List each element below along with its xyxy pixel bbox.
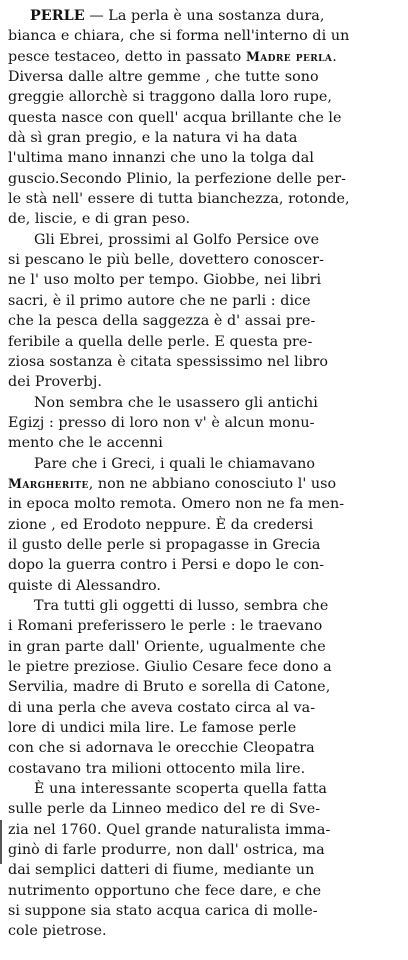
entry-title: PERLE [30,8,85,24]
text-line: ne l' uso molto per tempo. Giobbe, nei libri [8,272,322,289]
text-line: dei Proverbj. [8,374,102,391]
text-line: feribile a quella delle perle. E questa pre- [8,333,313,350]
text-line: Servilia, madre di Bruto e sorella di Catone, [8,679,331,696]
text-line: in epoca molto remota. Omero non ne fa men- [8,496,345,513]
text-line: che la pesca della saggezza è d' assai pre- [8,313,316,330]
paragraph-romani [8,596,402,779]
text-line: È una interessante scoperta quella fatta [34,781,327,798]
text-line: mento che le accenni [8,435,163,452]
text-line: le stà nell' essere di tutta bianchezza, rotonde, [8,191,350,208]
text-line: questa nasce con quell' acqua brillante che le [8,109,342,126]
text-line: nutrimento opportuno che fece dare, e che [8,882,322,899]
term-margherite: Margherite [8,475,89,491]
text-line: ginò di farle produrre, non dall' ostrica, ma [8,842,325,859]
text-line: con che si adornava le orecchie Cleopatra [8,740,315,757]
paragraph-greci [8,454,402,596]
text-line: quiste di Alessandro. [8,577,161,594]
text-line: sulle perle da Linneo medico del re di Sve- [8,801,321,818]
text-line: si suppone sia stato acqua carica di molle- [8,903,318,920]
text-line: cole pietrose. [8,923,107,940]
text-line: costavano tra milioni ottocento mila lire. [8,760,306,777]
paragraph-ebrei [8,230,402,393]
text-line: zione , ed Erodoto neppure. È da credersi [8,516,314,533]
term-madre-perla: Madre perla [245,48,333,64]
text-line: Pare che i Greci, i quali le chiamavano [34,455,316,472]
text-line: Egizj : presso di loro non v' è alcun monu- [8,414,315,431]
text-line: Gli Ebrei, prossimi al Golfo Persice ove [34,231,320,248]
text-line: Tra tutti gli oggetti di lusso, sembra che [34,597,329,614]
text-line: greggie allorchè si traggono dalla loro rupe, [8,89,332,106]
text-line: sacri, è il primo autore che ne parli : dice [8,292,311,309]
text-line: le pietre preziose. Giulio Cesare fece dono a [8,659,332,675]
text-line: guscio.Secondo Plinio, la perfezione delle per- [8,170,346,187]
margin-rule [0,820,2,864]
text-line: in gran parte dall' Oriente, ugualmente che [8,638,326,655]
text-line: Margherite, non ne abbiano conosciuto l' uso [8,475,337,492]
text-line: si pescano le più belle, dovettero conoscer- [8,252,324,269]
text-line: bianca e chiara, che si forma nell'interno di un [8,28,350,45]
text-line: ziosa sostanza è citata spessissimo nel libro [8,353,329,370]
text-line: pesce testaceo, detto in passato Madre perla. [8,48,337,65]
text-line: Non sembra che le usassero gli antichi [34,394,318,411]
text-line: Diversa dalle altre gemme , che tutte sono [8,69,319,86]
text-line: dà sì gran pregio, e la natura vi ha data [8,130,298,147]
text-line: dopo la guerra contro i Persi e dopo le con- [8,557,325,574]
text-line: l'ultima mano innanzi che uno la tolga dal [8,150,314,167]
paragraph-linneo [8,779,402,942]
paragraph-egizj [8,393,402,454]
text-line: lore di undici mila lire. Le famose perle [8,720,297,737]
text-line: PERLE — La perla è una sostanza dura, [30,8,325,24]
text-line: di una perla che aveva costato circa al va- [8,699,316,716]
text-line: de, liscie, e di gran peso. [8,211,191,228]
text-line: dai semplici datteri di fiume, mediante un [8,862,315,879]
paragraph-perle-intro [8,6,402,230]
text-line: i Romani preferissero le perle : le traevano [8,618,323,635]
text-line: il gusto delle perle si propagasse in Grecia [8,536,321,553]
text-line: zia nel 1760. Quel grande naturalista imma- [8,821,331,838]
